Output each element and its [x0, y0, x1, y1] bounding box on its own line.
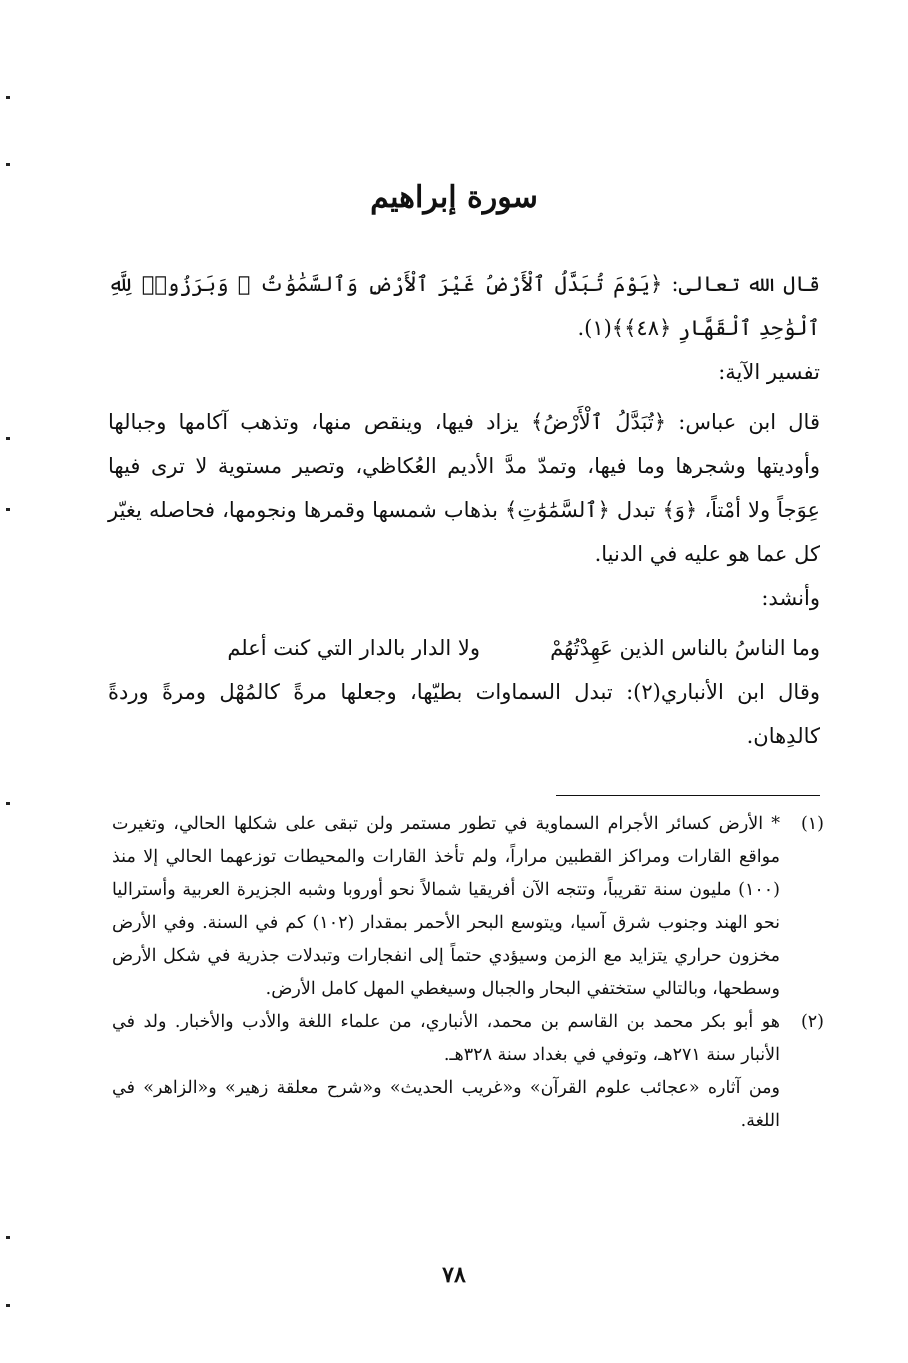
- ibn-al-anbari-paragraph: وقال ابن الأنباري(٢): تبدل السماوات بطيّها، وجعلها مرةً كالمُهْل ومرةً وردةً كالدِهان.: [108, 680, 820, 748]
- scan-mark: [6, 802, 10, 805]
- tafsir-heading: تفسير الآية:: [718, 360, 820, 384]
- scan-mark: [6, 437, 10, 440]
- poetry-hemistich-first: وما الناسُ بالناس الذين عَهِدْتُهُمْ: [550, 636, 820, 660]
- main-text: [108, 262, 820, 758]
- page-number: ٧٨: [442, 1262, 466, 1288]
- footnote-2: [112, 1006, 824, 1138]
- scan-mark: [6, 1236, 10, 1239]
- poetry-verse: [108, 626, 820, 670]
- footnote-text: * الأرض كسائر الأجرام السماوية في تطور مستمر ولن تبقى على شكلها الحالي، وتغيرت مواقع القارات ومراكز القطبين مراراً، ولم تأخذ القارات والمحيطات توزعهما الحالي إلا منذ (١٠٠) مليون سنة تقريباً، وتتجه الآن أفريقيا شمالاً نحو أوروبا وشبه الجزيرة العربية وأستراليا نحو الهند وجنوب شرق آسيا، ويتوسع البحر الأحمر بمقدار (١٠٢) كم في السنة. وفي الأرض مخزون حراري يتزايد مع الزمن وسيؤدي حتماً إلى انفجارات وتبدلات جذرية في شكل الأرض وسطحها، وبالتالي ستختفي البحار والجبال وسيغطي المهل كامل الأرض.: [112, 814, 780, 999]
- scan-mark: [6, 1304, 10, 1307]
- poetry-hemistich-second: ولا الدار بالدار التي كنت أعلم: [227, 636, 480, 660]
- footnote-1: [112, 808, 824, 1006]
- ibn-abbas-paragraph: قال ابن عباس: ﴿تُبَدَّلُ ٱلْأَرْضُ﴾ يزاد فيها، وينقص منها، وتذهب آكامها وجبالها وأوديتها وشجرها وما فيها، وتمدّ مدَّ الأديم العُكاظي، وتصير مستوية لا ترى فيها عِوَجاً ولا أمْتاً، ﴿وَ﴾ تبدل ﴿ٱلسَّمَٰوَٰتِ﴾ بذهاب شمسها وقمرها ونجومها، فحاصله يغيّر كل عما هو عليه في الدنيا.: [108, 410, 820, 566]
- verse-paragraph: قال الله تعالى: ﴿يَوْمَ تُبَدَّلُ ٱلْأَرْضُ غَيْرَ ٱلْأَرْضِ وَٱلسَّمَٰوَٰتُ ۖ وَبَرَزُوا۟ لِلَّهِ ٱلْوَٰحِدِ ٱلْقَهَّارِ ﴿٤٨﴾﴾(١).: [108, 272, 820, 340]
- footnotes: [112, 808, 824, 1138]
- footnote-number: (١): [800, 814, 824, 834]
- scan-mark: [6, 508, 10, 511]
- surah-title: سورة إبراهيم: [370, 180, 538, 215]
- footnote-separator: [556, 795, 820, 796]
- footnote-number: (٢): [800, 1012, 824, 1032]
- anshad-line: وأنشد:: [761, 586, 820, 610]
- footnote-text-continued: ومن آثاره «عجائب علوم القرآن» و«غريب الحديث» و«شرح معلقة زهير» و«الزاهر» في اللغة.: [112, 1078, 780, 1131]
- footnote-text: هو أبو بكر محمد بن القاسم بن محمد، الأنباري، من علماء اللغة والأدب والأخبار. ولد في الأنبار سنة ٢٧١هـ، وتوفي في بغداد سنة ٣٢٨هـ.: [112, 1012, 780, 1065]
- scan-mark: [6, 163, 10, 166]
- scan-mark: [6, 96, 10, 99]
